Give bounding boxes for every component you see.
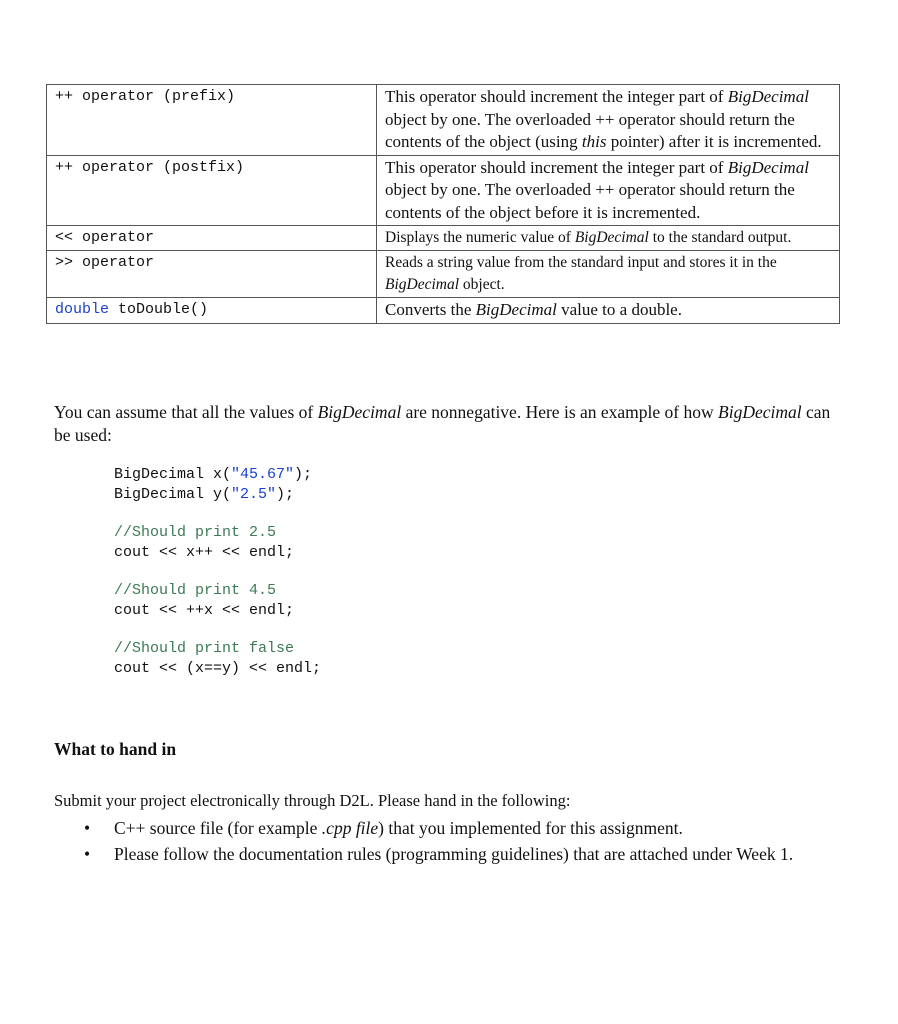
code-block-2: //Should print 4.5 cout << ++x << endl; (114, 582, 295, 619)
operator-name: double toDouble() (47, 298, 377, 324)
table-row (47, 298, 840, 324)
operator-description: Converts the BigDecimal value to a double. (377, 298, 840, 324)
operator-name: << operator (47, 226, 377, 251)
intro-paragraph: You can assume that all the values of BigDecimal are nonnegative. Here is an example of how BigDecimal can be used: (54, 402, 831, 445)
operator-description: Reads a string value from the standard input and stores it in the BigDecimal object. (377, 251, 840, 298)
hand-in-list (84, 815, 833, 867)
list-item: • C++ source file (for example .cpp file) that you implemented for this assignment. (84, 818, 683, 838)
operator-name: ++ operator (prefix) (47, 85, 377, 156)
operator-table (46, 84, 840, 324)
operator-name: >> operator (47, 251, 377, 298)
table-row (47, 155, 840, 226)
list-item: • Please follow the documentation rules (programming guidelines) that are attached under Week 1. (84, 844, 794, 864)
operator-description: Displays the numeric value of BigDecimal to the standard output. (377, 226, 840, 251)
code-block-3: //Should print false cout << (x==y) << endl; (114, 640, 322, 677)
table-row (47, 226, 840, 251)
hand-in-text: Submit your project electronically through D2L. Please hand in the following: (54, 791, 571, 810)
code-block-1: //Should print 2.5 cout << x++ << endl; (114, 524, 295, 561)
operator-description: This operator should increment the integer part of BigDecimal object by one. The overloaded ++ operator should return the contents of the object (using this pointer) after it is incremented. (377, 85, 840, 156)
section-heading: What to hand in (54, 739, 177, 759)
operator-name: ++ operator (postfix) (47, 155, 377, 226)
operator-description: This operator should increment the integer part of BigDecimal object by one. The overloaded ++ operator should return the contents of the object before it is incremented. (377, 155, 840, 226)
table-row (47, 251, 840, 298)
code-example: BigDecimal x("45.67"); BigDecimal y("2.5"); (114, 466, 313, 503)
table-row (47, 85, 840, 156)
